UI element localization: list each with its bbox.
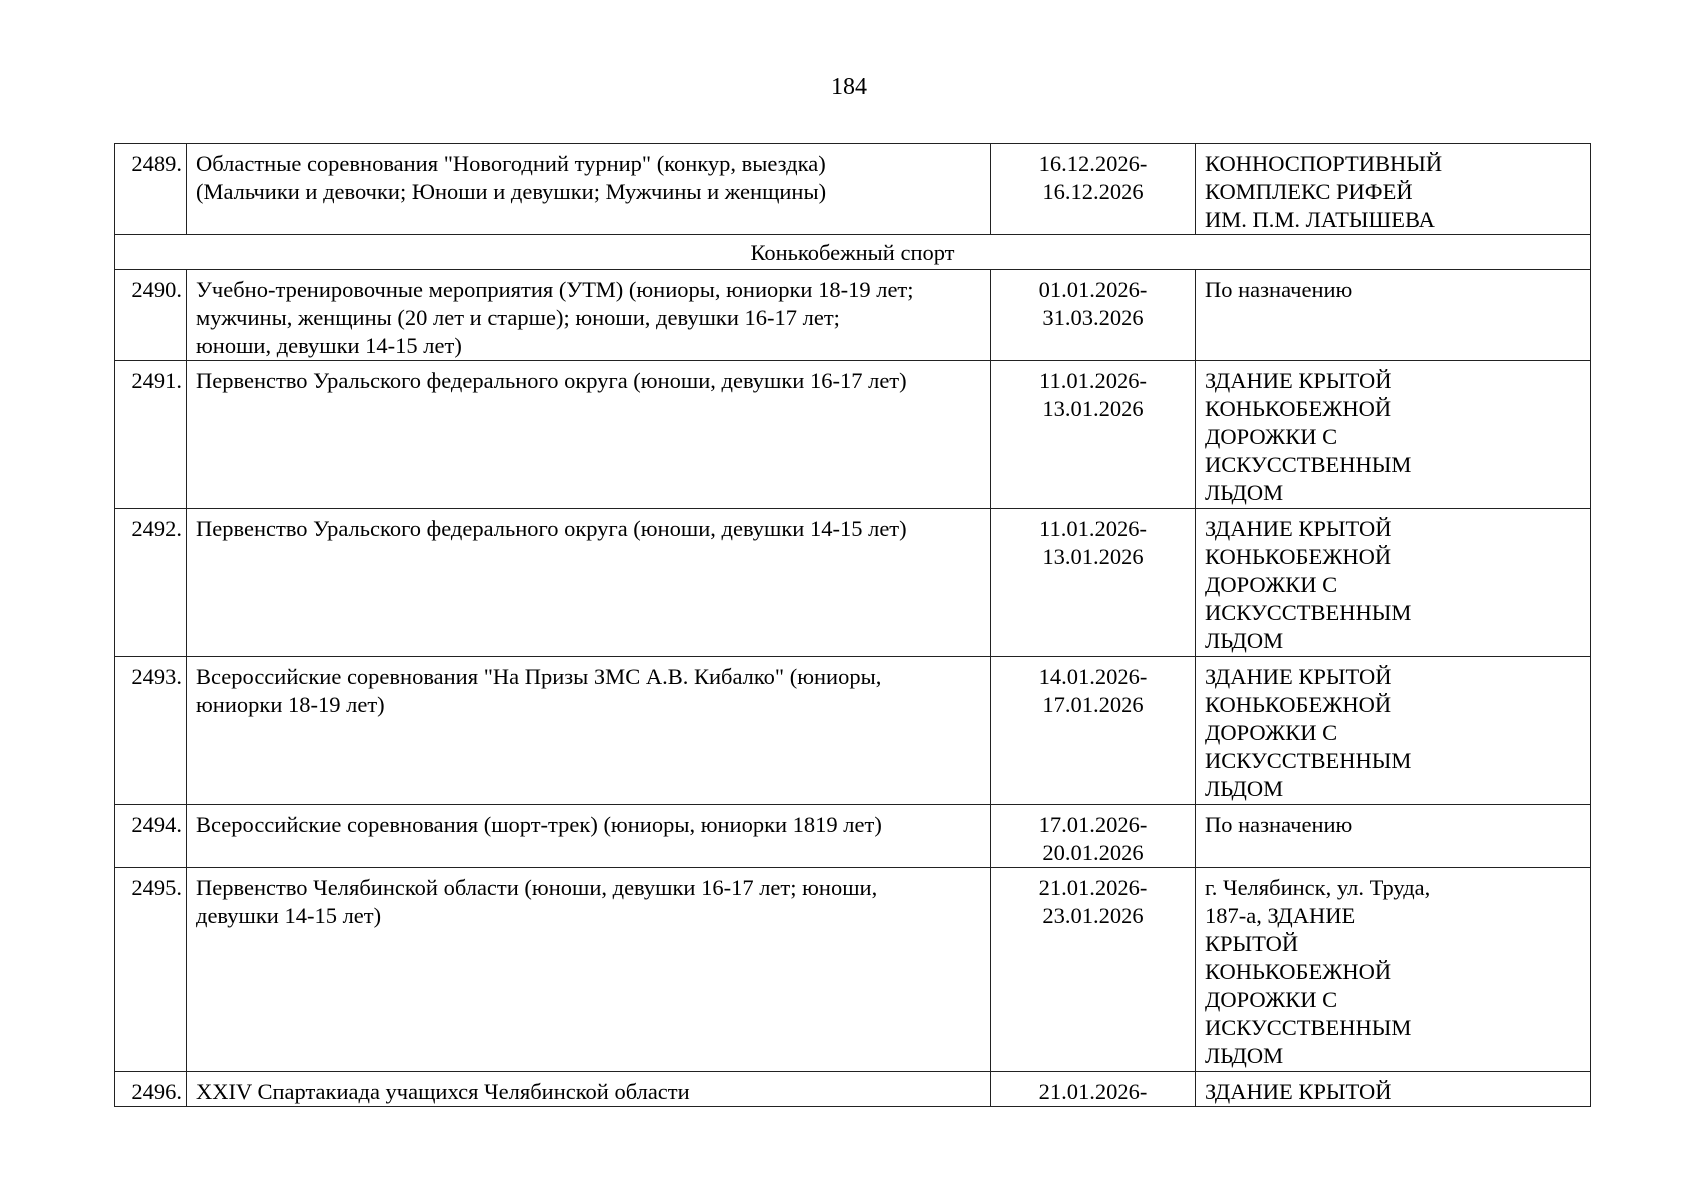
event-name: Всероссийские соревнования (шорт-трек) (юниоры, юниорки 1819 лет) [187, 805, 991, 868]
event-name: Учебно-тренировочные мероприятия (УТМ) (юниоры, юниорки 18-19 лет; мужчины, женщины (20 лет и старше); юноши, девушки 16-17 лет; юноши, девушки 14-15 лет) [187, 270, 991, 361]
event-place: ЗДАНИЕ КРЫТОЙ КОНЬКОБЕЖНОЙ ДОРОЖКИ С ИСКУССТВЕННЫМ ЛЬДОМ [1196, 361, 1591, 509]
events-table [114, 143, 1591, 1107]
table-row [115, 509, 1591, 657]
row-number: 2496. [115, 1072, 187, 1107]
row-number: 2493. [115, 657, 187, 805]
event-place: ЗДАНИЕ КРЫТОЙ КОНЬКОБЕЖНОЙ ДОРОЖКИ С ИСКУССТВЕННЫМ ЛЬДОМ [1196, 509, 1591, 657]
row-number: 2491. [115, 361, 187, 509]
table-row [115, 805, 1591, 868]
table-row [115, 270, 1591, 361]
event-dates: 11.01.2026- 13.01.2026 [991, 509, 1196, 657]
table-row [115, 144, 1591, 235]
row-number: 2494. [115, 805, 187, 868]
event-dates: 01.01.2026- 31.03.2026 [991, 270, 1196, 361]
event-place: По назначению [1196, 805, 1591, 868]
event-place: г. Челябинск, ул. Труда, 187-а, ЗДАНИЕ КРЫТОЙ КОНЬКОБЕЖНОЙ ДОРОЖКИ С ИСКУССТВЕННЫМ ЛЬДОМ [1196, 868, 1591, 1072]
event-name: Всероссийские соревнования "На Призы ЗМС А.В. Кибалко" (юниоры, юниорки 18-19 лет) [187, 657, 991, 805]
event-place: КОННОСПОРТИВНЫЙ КОМПЛЕКС РИФЕЙ ИМ. П.М. ЛАТЫШЕВА [1196, 144, 1591, 235]
event-place: ЗДАНИЕ КРЫТОЙ КОНЬКОБЕЖНОЙ ДОРОЖКИ С ИСКУССТВЕННЫМ ЛЬДОМ [1196, 657, 1591, 805]
table-row [115, 361, 1591, 509]
row-number: 2490. [115, 270, 187, 361]
row-number: 2495. [115, 868, 187, 1072]
event-dates: 16.12.2026- 16.12.2026 [991, 144, 1196, 235]
table-row [115, 868, 1591, 1072]
section-heading: Конькобежный спорт [115, 235, 1591, 270]
event-dates: 14.01.2026- 17.01.2026 [991, 657, 1196, 805]
row-number: 2492. [115, 509, 187, 657]
table-row [115, 1072, 1591, 1107]
event-dates: 11.01.2026- 13.01.2026 [991, 361, 1196, 509]
section-row [115, 235, 1591, 270]
event-dates: 21.01.2026- [991, 1072, 1196, 1107]
event-place: ЗДАНИЕ КРЫТОЙ [1196, 1072, 1591, 1107]
event-dates: 17.01.2026- 20.01.2026 [991, 805, 1196, 868]
event-dates: 21.01.2026- 23.01.2026 [991, 868, 1196, 1072]
event-name: Областные соревнования "Новогодний турнир" (конкур, выездка) (Мальчики и девочки; Юноши и девушки; Мужчины и женщины) [187, 144, 991, 235]
event-place: По назначению [1196, 270, 1591, 361]
row-number: 2489. [115, 144, 187, 235]
event-name: Первенство Челябинской области (юноши, девушки 16-17 лет; юноши, девушки 14-15 лет) [187, 868, 991, 1072]
event-name: Первенство Уральского федерального округа (юноши, девушки 16-17 лет) [187, 361, 991, 509]
event-name: XXIV Спартакиада учащихся Челябинской области [187, 1072, 991, 1107]
event-name: Первенство Уральского федерального округа (юноши, девушки 14-15 лет) [187, 509, 991, 657]
table-row [115, 657, 1591, 805]
page-number: 184 [831, 74, 867, 100]
